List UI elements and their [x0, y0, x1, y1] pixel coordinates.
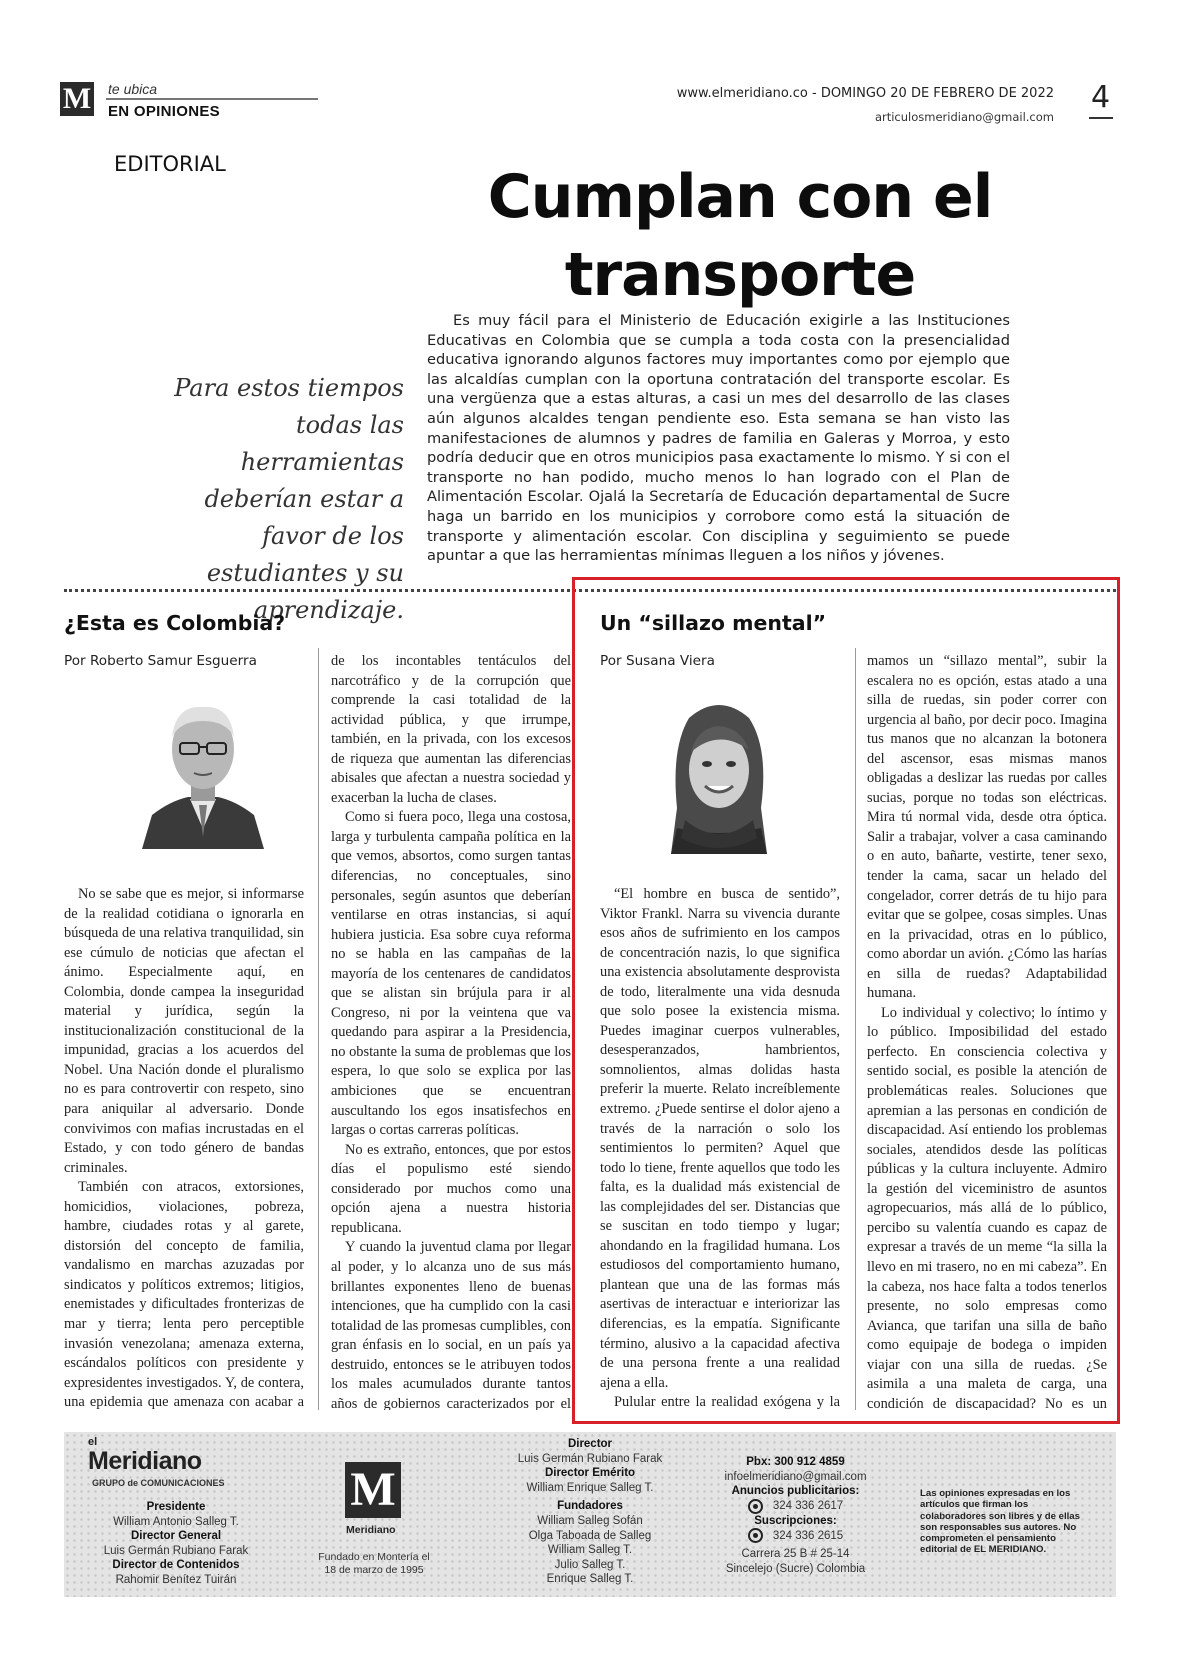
founder-name: William Salleg Sofán — [537, 1514, 643, 1527]
headline-line-2: transporte — [564, 240, 916, 310]
paragraph: También con atracos, extorsiones, homicidios, violaciones, pobreza, hambre, ciudades rotas y al garete, distorsión del concepto de familia, vandalismo en marchas azuzadas por sindicatos y políticos extremos; litigios, enemistades y dificultades fronterizas de mar y tierra; lenta pero perceptible invasión venezolana; amenaza externa, escándalos políticos con presidente y expresidentes investigados. Y, de contera, una epidemia que amenaza con acabar a — [64, 1179, 304, 1410]
header-divider — [106, 98, 318, 100]
paragraph: “El hombre en busca de sentido”, Viktor Frankl. Narra su vivencia durante esos años de sufrimiento en los campos de concentración nazis, lo que significa una existencia absolutamente desprovista de todo, literalmente una vida desnuda que solo posee la existencia misma. Puedes imaginar cuerpos vulnerables, desesperanzados, hambrientos, somnolientos, almas dolidas hasta preferir la muerte. Relato increíblemente extremo. ¿Puede sentirse el dolor ajeno a través de la narración o solo los sentimientos lo permiten? Aquel que todo lo tiene, frente aquellos que todo les falta, es la dualidad más existencial de las complejidades del ser. Distancias que se suscitan en todo tiempo y lugar; ahondando en la fragilidad humana. Los estudiosos del comportamiento humano, plantean que una de las formas más asertivas de interactuar e interiorizar las diferencias, es la empatía. Significante término, alusivo a la capacidad afectiva de una persona frente a una realidad ajena a ella. — [600, 886, 840, 1391]
paragraph: mamos un “sillazo mental”, subir la escalera no es opción, estas atado a una silla de ruedas, sin poder correr con urgencia al baño, por decir poco. Imagina tus manos que no alcanzan la botonera del ascensor, esas mismas manos obligadas a deslizar las ruedas por calles sucias, porque no todas son eléctricas. Mira tú normal vida, desde otra óptica. Salir a trabajar, volver a casa caminando o en auto, bañarte, vestirte, tener sexo, tender la cama, sacar un helado del congelador, correr detrás de tu hijo para evitar que se golpee, cosas simples. Unas en la privacidad, otras en lo público, como abordar un avión. ¿Cómo las harías en silla de ruedas? Adaptabilidad humana. — [867, 653, 1107, 1002]
ads-phone: 324 336 2617 — [772, 1499, 844, 1512]
paragraph: No es extraño, entonces, que por estos días el populismo esté siendo considerado por muchos como una opción ajena a nuestra historia republicana. — [331, 1141, 571, 1236]
editorial-body: Es muy fácil para el Ministerio de Educación exigirle a las Instituciones Educativas en Colombia que se cumpla a toda costa con la presencialidad educativa ignorando algunos factores muy importantes como por ejemplo que las alcaldías cumplan con la oportuna contratación del transporte escolar. Es una vergüenza que a estas alturas, a casi un mes del desarrollo de las clases aún algunos alcaldes tengan pendiente eso. Esta semana se han visto las manifestaciones de alumnos y padres de familia en Galeras y Morroa, y esto podría deducir que en otros municipios pasa exactamente lo mismo. Y si con el transporte no han podido, mucho menos lo han logrado con el Plan de Alimentación Escolar. Ojalá la Secretaría de Educación departamental de Sucre haga un barrido en los municipios y corrobore como está la situación de transporte y alimentación escolar. Con disciplina y seguimiento se puede apuntar a que las herramientas mínimas lleguen a los niños y jóvenes. — [427, 312, 1010, 565]
paragraph: Lo individual y colectivo; lo íntimo y lo público. Imposibilidad del estado perfecto. En consciencia colectiva y sentido social, es posible la atención de problemáticas reales. Soluciones que apremian a las personas en condición de discapacidad. Así entiendo los problemas sociales, atendidos desde las políticas públicas y la cultura incluyente. Admiro la gestión del viceministro de asuntos agropecuarios, más allá de lo público, percibo su valentía cuando es capaz de expresar a través de un meme “la silla la llevo en mi trasero, no en mi cabeza”. En la cabeza, nos hace falta a todos tenerlos presente, no solo empresas como Avianca, que tarifan una silla de baño como equipaje de bodega o impiden viajar con una silla de ruedas. ¿Se asimila a una maleta de carga, una condición de discapacidad? No es un — [867, 1004, 1107, 1410]
column-byline-1: Por Roberto Samur Esguerra — [64, 653, 257, 669]
column-title-2: Un “sillazo mental” — [600, 611, 827, 635]
whatsapp-icon — [748, 1499, 763, 1514]
paragraph: Y cuando la juventud clama por llegar al poder, y lo alcanza uno de sus más brillantes exponentes lleno de buenas intenciones, que ha cumplido con la casi totalidad de las promesas cumplibles, con gran énfasis en lo social, en un país ya destruido, entonces se le atribuyen todos los males acumulados durante tantos años de gobiernos caracterizados por el — [331, 1239, 571, 1410]
highlight-box — [572, 577, 1120, 1424]
staff-role: Director General — [130, 1530, 222, 1543]
footer-logo-mark-name: Meridiano — [346, 1524, 396, 1536]
paragraph: Como si fuera poco, llega una costosa, larga y turbulenta campaña política en la que vemos, absortos, como surgen tantas diferencias, no conceptuales, sino personales, según asuntos que deberían ventilarse en otras instancias, si aquí hubiera justicia. Esa sobre cuya reforma no se habla en las campañas de la mayoría de los centenares de candidatos que se alistan sin brújula para ir al Congreso, ni por la veintena que va quedando para aspirar a la Presidencia, no obstante la suma de problemas que los espera, lo que solo se explica por las ambiciones que se encuentran auscultando los egos insatisfechos en largas o cortas carreras políticas. — [331, 809, 571, 1139]
founder-name: Julio Salleg T. — [554, 1558, 626, 1571]
staff-name: Luis Germán Rubiano Farak — [517, 1452, 663, 1465]
brand-tagline: te ubica — [108, 81, 158, 97]
founder-name: Olga Taboada de Salleg — [528, 1529, 652, 1542]
staff-name: William Antonio Salleg T. — [113, 1515, 239, 1528]
info-email: infoelmeridiano@gmail.com — [724, 1470, 867, 1483]
section-name: EN OPINIONES — [108, 103, 220, 120]
brand-logo-mark: M — [60, 82, 94, 116]
author-photo-roberto — [136, 697, 270, 849]
staff-role: Director Emérito — [544, 1467, 636, 1480]
staff-role: Director — [567, 1438, 613, 1450]
editorial-label: EDITORIAL — [114, 152, 226, 176]
ads-label: Anuncios publicitarios: — [731, 1485, 860, 1498]
city: Sincelejo (Sucre) Colombia — [725, 1562, 866, 1575]
staff-name: Luis Germán Rubiano Farak — [103, 1544, 249, 1557]
headline-line-1: Cumplan con el — [487, 162, 993, 232]
pbx-number: Pbx: 300 912 4859 — [746, 1456, 845, 1468]
paragraph: Pulular entre la realidad exógena y la — [614, 1394, 840, 1410]
founder-name: Enrique Salleg T. — [546, 1573, 634, 1586]
footer-staff-center — [505, 1437, 675, 1587]
paragraph: No se sabe que es mejor, si informarse de la realidad cotidiana o ignorarla en búsqueda de una relativa tranquilidad, sin ese cúmulo de noticias que afectan el ánimo. Especialmente aquí, en Colombia, donde campea la inseguridad material y jurídica, según la institucionalización constitucional de la impunidad, gracias a los acuerdos del Nobel. Una Nación donde el pluralismo no es para controvertir con respeto, sino para aniquilar al adversario. Donde convivimos con mafias incrustadas en el Estado, y con todo género de bandas criminales. — [64, 886, 304, 1176]
footer-logo: Meridiano — [88, 1447, 202, 1475]
editorial-disclaimer: Las opiniones expresadas en los artículos que firman los colaboradores son libres y de ellas son responsables sus autores. No comprometen el pensamiento editorial de EL MERIDIANO. — [920, 1488, 1080, 1556]
subscriptions-phone: 324 336 2615 — [772, 1529, 844, 1542]
column-1-text-left — [64, 885, 304, 1410]
ads-phone-row — [708, 1499, 883, 1514]
column-rule — [318, 648, 319, 1410]
contact-email: articulosmeridiano@gmail.com — [874, 110, 1054, 124]
founding-note: Fundado en Montería el 18 de marzo de 1995 — [318, 1551, 430, 1576]
pull-quote: Para estos tiempos todas las herramientas deberían estar a favor de los estudiantes y su aprendizaje. — [174, 374, 404, 624]
paragraph: de los incontables tentáculos del narcotráfico y de la corrupción que comprende la casi totalidad de la actividad pública, y que irrumpe, también, en la privada, con los excesos de riqueza que aumentan las diferencias abisales que afectan a nuestra sociedad y exacerban la lucha de clases. — [331, 653, 571, 806]
whatsapp-icon — [748, 1528, 763, 1543]
staff-name: Rahomir Benítez Tuirán — [115, 1573, 237, 1586]
staff-role: Fundadores — [557, 1500, 623, 1513]
staff-role: Director de Contenidos — [112, 1559, 240, 1572]
footer-logo-subtitle: GRUPO de COMUNICACIONES — [92, 1478, 225, 1488]
date-line: www.elmeridiano.co - DOMINGO 20 DE FEBRERO DE 2022 — [676, 86, 1054, 101]
column-byline-2: Por Susana Viera — [600, 653, 715, 669]
footer-contact — [708, 1455, 883, 1577]
footer-staff-left — [76, 1500, 276, 1588]
column-1-text-right — [331, 652, 571, 1410]
footer-logo-mark: M — [345, 1462, 401, 1518]
footer-logo-prefix: el — [88, 1436, 98, 1448]
address: Carrera 25 B # 25-14 — [741, 1548, 850, 1561]
page-number-underline — [1089, 117, 1113, 119]
editorial-headline — [410, 158, 1070, 314]
subscriptions-phone-row — [708, 1528, 883, 1543]
column-title-1: ¿Esta es Colombia? — [64, 611, 286, 635]
staff-role: Presidente — [146, 1501, 206, 1513]
page-number: 4 — [1091, 80, 1111, 115]
staff-name: William Enrique Salleg T. — [526, 1481, 654, 1494]
founder-name: William Salleg T. — [547, 1544, 633, 1557]
subscriptions-label: Suscripciones: — [754, 1514, 837, 1527]
